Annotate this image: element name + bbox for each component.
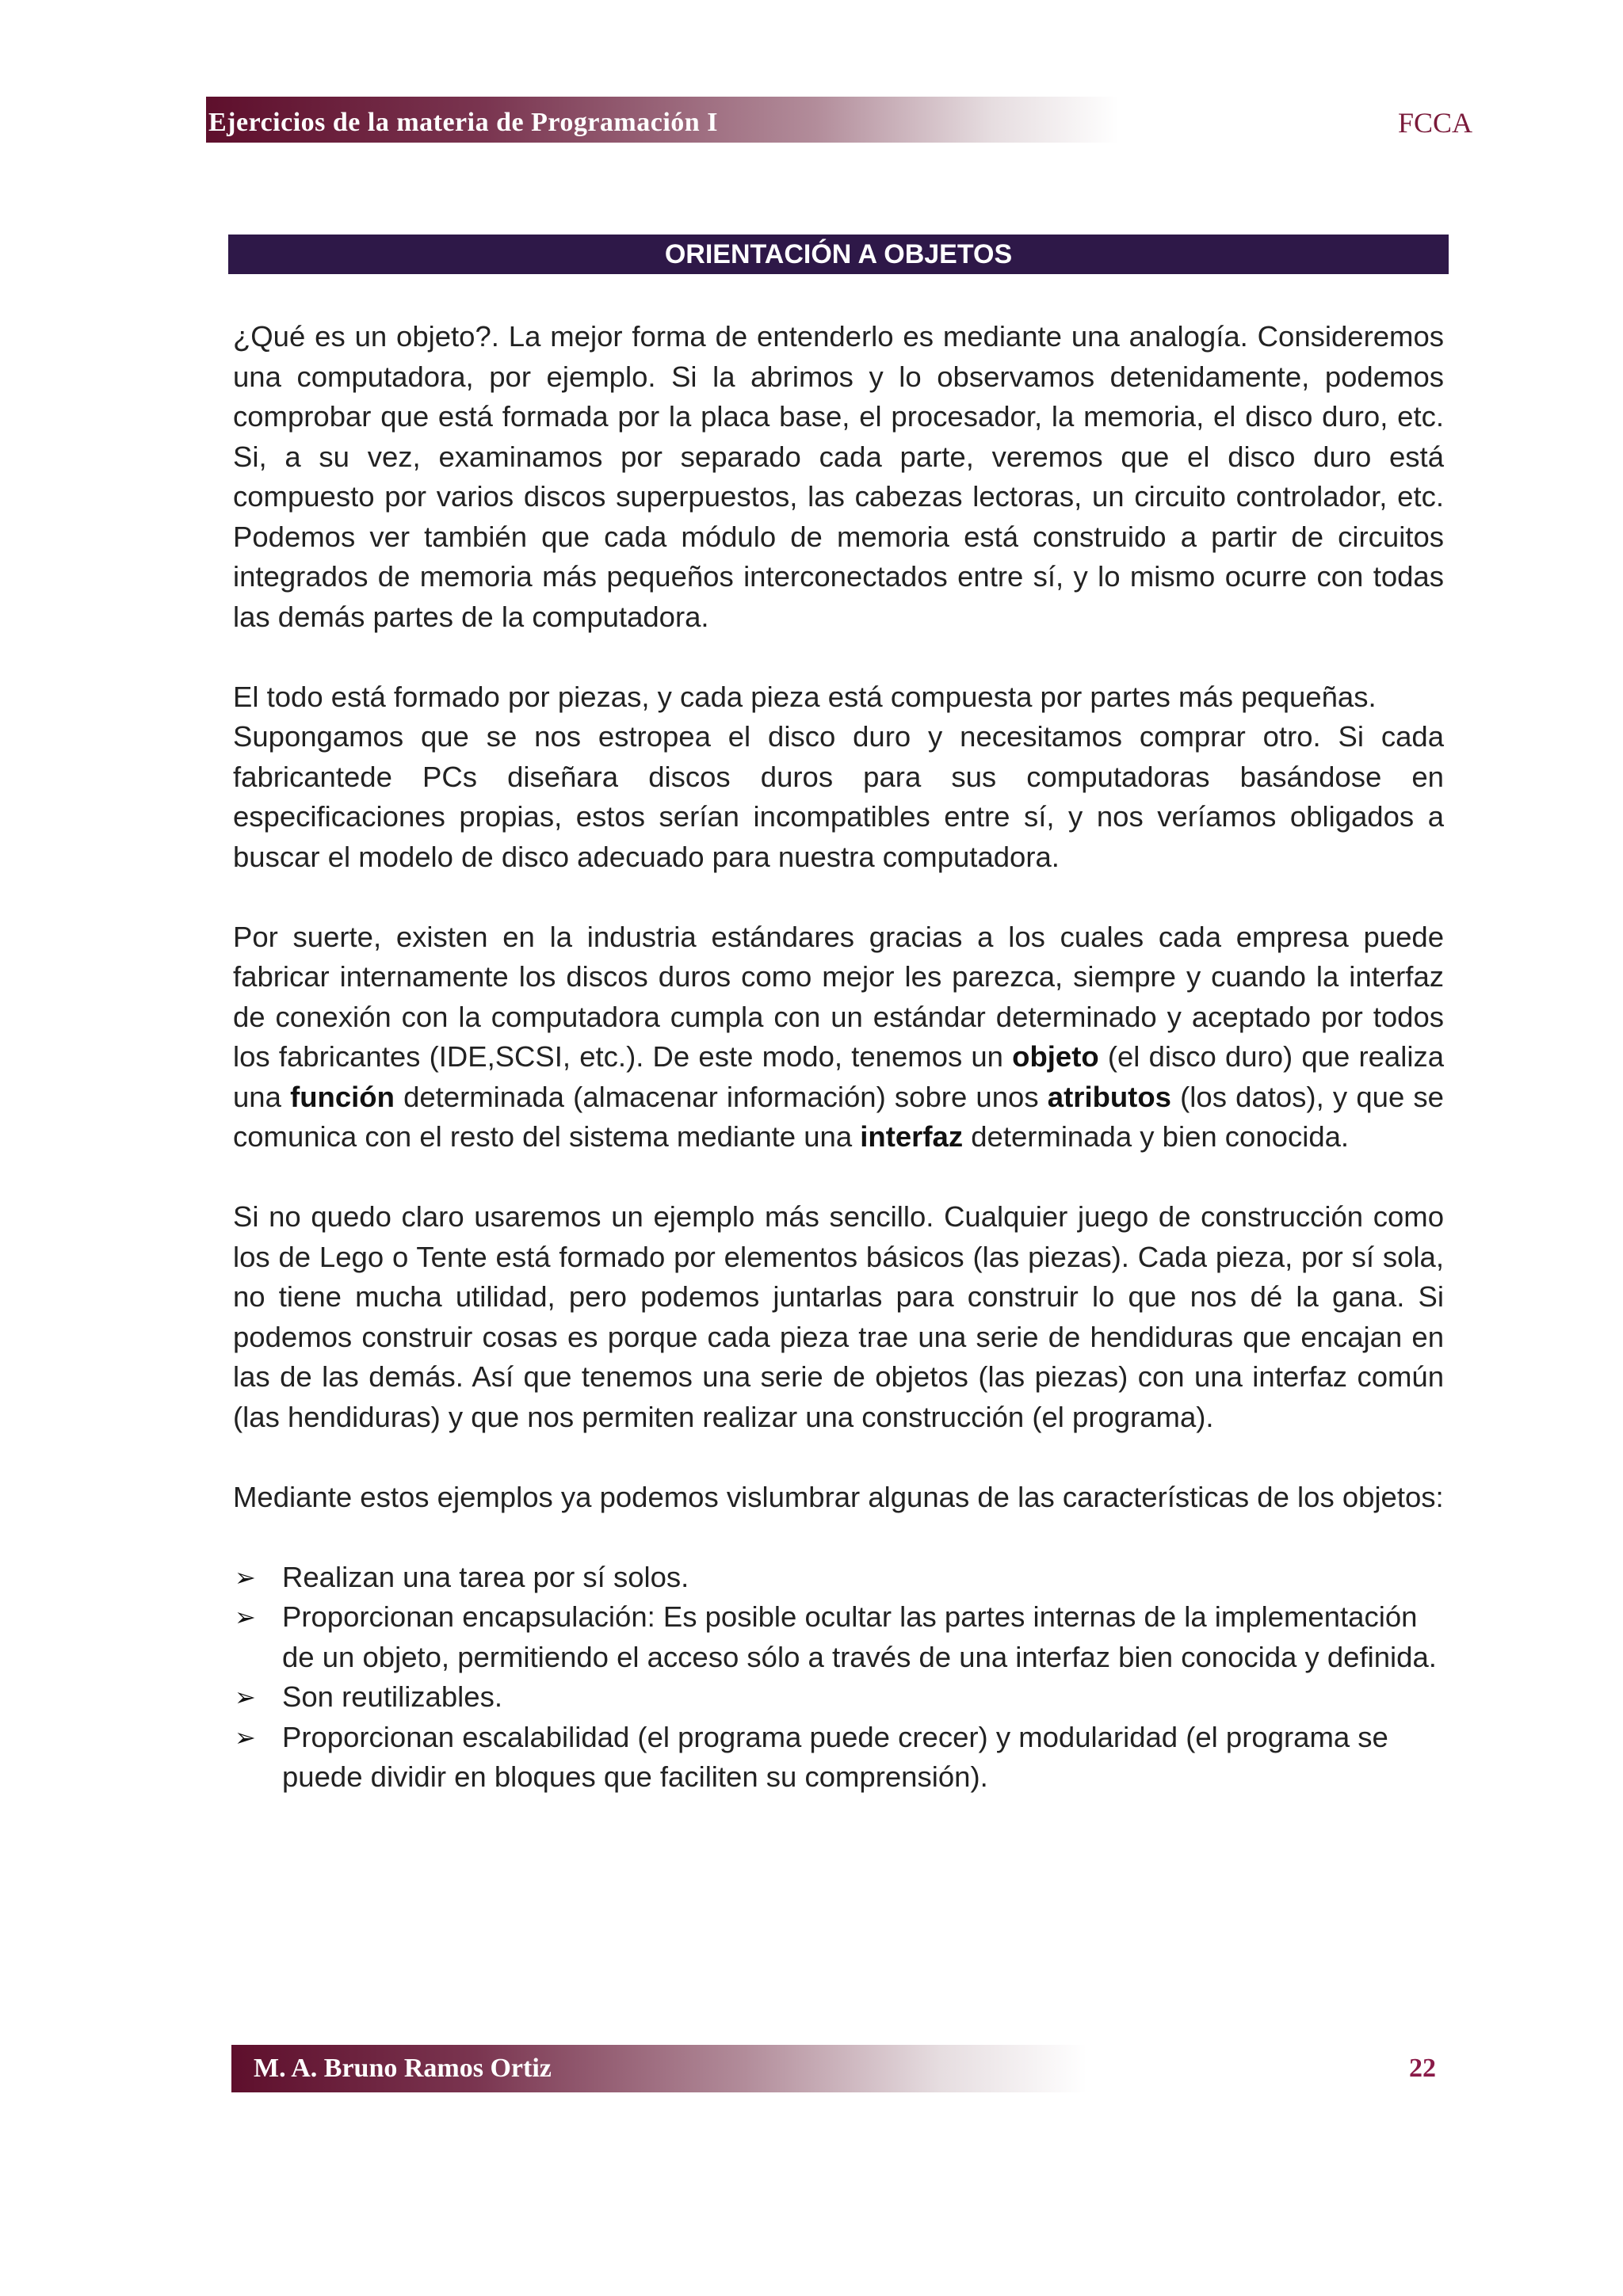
list-item <box>233 1597 1444 1677</box>
header-title: Ejercicios de la materia de Programación I <box>208 108 718 137</box>
list-item-text: Son reutilizables. <box>282 1680 502 1713</box>
paragraph-5: Mediante estos ejemplos ya podemos vislumbrar algunas de las características de los objetos: <box>233 1480 1444 1513</box>
term-objeto: objeto <box>1012 1040 1099 1073</box>
arrow-bullet-icon: ➢ <box>235 1603 256 1631</box>
list-item-text: Proporcionan encapsulación: Es posible ocultar las partes internas de la implementación de un objeto, permitiendo el acceso sólo a través de una interfaz bien conocida y definida. <box>282 1600 1437 1673</box>
term-atributos: atributos <box>1047 1080 1171 1113</box>
paragraph-1: ¿Qué es un objeto?. La mejor forma de entenderlo es mediante una analogía. Consideremos una computadora, por ejemplo. Si la abrimos y lo observamos detenidamente, podemos comprobar que está formada por la placa base, el procesador, la memoria, el disco duro, etc. Si, a su vez, examinamos por separado cada parte, veremos que el disco duro está compuesto por varios discos superpuestos, las cabezas lectoras, un circuito controlador, etc. Podemos ver también que cada módulo de memoria está construido a partir de circuitos integrados de memoria más pequeños interconectados entre sí, y lo mismo ocurre con todas las demás partes de la computadora. <box>233 320 1444 633</box>
paragraph-2: Supongamos que se nos estropea el disco duro y necesitamos comprar otro. Si cada fabricantede PCs diseñara discos duros para sus computadoras basándose en especificaciones propias, estos serían incompatibles entre sí, y nos veríamos obligados a buscar el modelo de disco adecuado para nuestra computadora. <box>233 720 1444 873</box>
paragraph-3-text-3: determinada (almacenar información) sobre unos <box>394 1080 1048 1113</box>
term-interfaz: interfaz <box>860 1120 964 1153</box>
term-funcion: función <box>290 1080 395 1113</box>
paragraph-3-text-1: Por suerte, existen en la industria estándares gracias a los cuales cada empresa puede fabricar internamente los discos duros como mejor les parezca, siempre y cuando la interfaz de conexión con la computadora cumpla con un estándar determinado y aceptado por todos los fabricantes (IDE,SCSI, etc.). De este modo, tenemos un <box>233 920 1444 1073</box>
paragraph-4: Si no quedo claro usaremos un ejemplo más sencillo. Cualquier juego de construcción como los de Lego o Tente está formado por elementos básicos (las piezas). Cada pieza, por sí sola, no tiene mucha utilidad, pero podemos juntarlas para construir lo que nos dé la gana. Si podemos construir cosas es porque cada pieza trae una serie de hendiduras que encajan en las de las demás. Así que tenemos una serie de objetos (las piezas) con una interfaz común (las hendiduras) y que nos permiten realizar una construcción (el programa). <box>233 1200 1444 1433</box>
arrow-bullet-icon: ➢ <box>235 1722 256 1752</box>
footer-author: M. A. Bruno Ramos Ortiz <box>254 2054 552 2083</box>
list-item-text: Proporcionan escalabilidad (el programa puede crecer) y modularidad (el programa se puede dividir en bloques que faciliten su comprensión). <box>282 1720 1388 1793</box>
document-body <box>233 317 1444 1798</box>
page-number: 22 <box>1409 2054 1436 2083</box>
arrow-bullet-icon: ➢ <box>235 1683 256 1711</box>
list-item-text: Realizan una tarea por sí solos. <box>282 1560 689 1593</box>
header-institution: FCCA <box>1397 107 1472 139</box>
list-item <box>233 1677 1444 1718</box>
characteristics-list <box>233 1558 1444 1798</box>
list-item <box>233 1718 1444 1798</box>
paragraph-3-text-5: determinada y bien conocida. <box>963 1120 1350 1153</box>
paragraph-2-lead: El todo está formado por piezas, y cada pieza está compuesta por partes más pequeñas. <box>233 680 1377 713</box>
list-item <box>233 1558 1444 1598</box>
paragraph-3-text-2: (el disco duro) que realiza una <box>233 1040 1444 1113</box>
section-title: ORIENTACIÓN A OBJETOS <box>228 235 1449 274</box>
arrow-bullet-icon: ➢ <box>235 1562 256 1592</box>
paragraph-3-text-4: (los datos), y que se comunica con el resto del sistema mediante una <box>233 1080 1444 1153</box>
paragraph-3 <box>233 917 1444 1158</box>
